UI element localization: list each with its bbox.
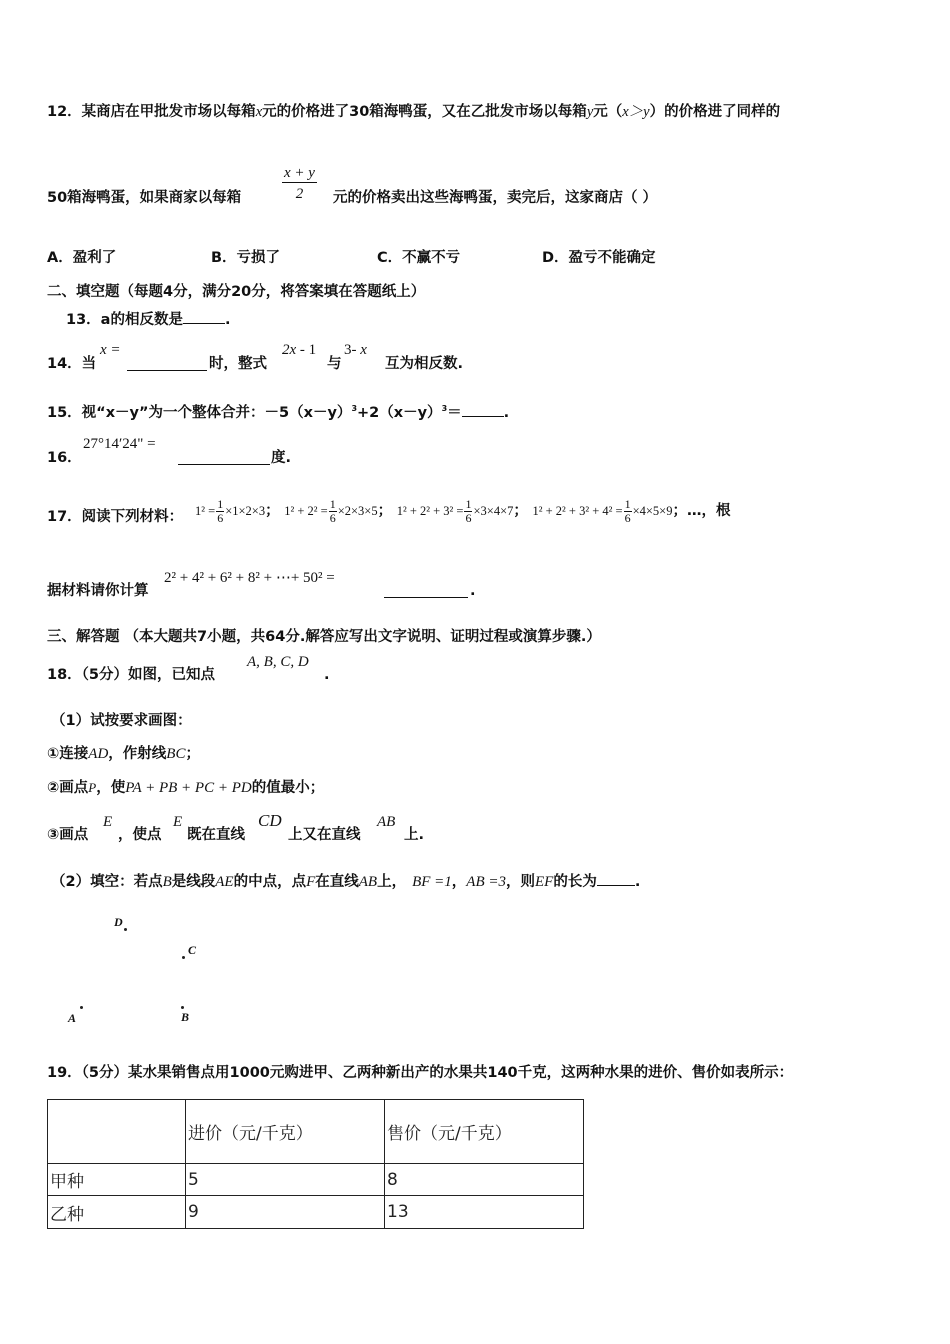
q17-f1-left: 1² =	[195, 504, 216, 519]
q18-p2-ab: AB	[358, 874, 378, 890]
q15-text-b: +2（x－y）	[357, 405, 442, 421]
q14-expr2: 3- x	[344, 342, 367, 358]
q18-p2-text-g: ，则	[506, 874, 535, 890]
q19-price-table	[47, 1099, 584, 1229]
q18-s2-c: 的值最小；	[251, 780, 325, 796]
q12-line2-a: 50箱海鸭蛋，如果商家以每箱	[47, 190, 242, 206]
q15-answer-blank[interactable]	[462, 404, 504, 417]
q12-condition: x＞y	[622, 104, 650, 120]
q18-s1-a: ①连接	[47, 746, 89, 762]
q18-p2-text-h: 的长为	[553, 874, 597, 890]
q18-s2-b: ，使	[96, 780, 126, 796]
q12-frac-den: 2	[295, 185, 304, 202]
q12-text-c: 元（	[593, 104, 623, 120]
q18-p2-a: （2）填空：若点	[51, 874, 163, 890]
fig-label-b: B	[181, 1010, 190, 1024]
q18-p2-bf: BF =1	[412, 874, 452, 890]
q12-option-d: D．盈亏不能确定	[542, 250, 656, 266]
table-header-cell	[48, 1100, 186, 1164]
fig-label-d: D	[114, 915, 123, 929]
q12-text-a: 12．某商店在甲批发市场以每箱	[47, 104, 256, 120]
fig-label-c: C	[188, 943, 197, 957]
q17-sep3: ；	[513, 503, 528, 520]
q18-step3-c: 既在直线	[187, 827, 245, 843]
q18-step2	[47, 781, 324, 796]
q15-period: .	[503, 405, 510, 421]
q17-f2-frac: $\frac{1}{6}$	[329, 497, 336, 525]
q17-sep1: ；	[265, 503, 280, 520]
q18-p2-ef: EF	[535, 874, 554, 890]
q17-f2-right: ×2×3×5	[337, 504, 378, 519]
q12-option-b: B．亏损了	[211, 250, 281, 266]
q18-step3-d: 上又在直线	[288, 827, 361, 843]
q18-p2-end: .	[634, 874, 641, 890]
table-cell: 5	[186, 1164, 385, 1196]
q17-f3-right: ×3×4×7	[473, 504, 514, 519]
q12-text-b: 元的价格进了30箱海鸭蛋，又在乙批发市场以每箱	[262, 104, 587, 120]
q15-text-c: ＝	[447, 405, 462, 421]
q18-s2-a: ②画点	[47, 780, 89, 796]
q18-p2-ab3: AB =3	[466, 874, 506, 890]
table-cell: 13	[385, 1196, 584, 1229]
q17-f4-right: ×4×5×9	[632, 504, 673, 519]
fig-point-b	[181, 1006, 184, 1009]
table-cell: 9	[186, 1196, 385, 1229]
q12-option-c: C．不赢不亏	[377, 250, 461, 266]
q17-f4-left: 1² + 2² + 3² + 4² =	[532, 504, 623, 519]
table-header-cell: 进价（元/千克）	[186, 1100, 385, 1164]
q18-s3-e2: E	[173, 814, 183, 830]
q18-p2-text-d: 在直线	[315, 874, 359, 890]
q17-f4-frac: $\frac{1}{6}$	[624, 497, 631, 525]
q12-fraction	[282, 165, 317, 202]
q13-period: .	[224, 312, 231, 328]
q17-period: .	[470, 583, 476, 599]
q18-step3-b: ，使点	[118, 827, 162, 843]
table-cell: 8	[385, 1164, 584, 1196]
q16-angle: 27°14′24" =	[83, 436, 156, 452]
q18-p2-text-b: 是线段	[171, 874, 216, 890]
q19-text: 19．（5分）某水果销售点用1000元购进甲、乙两种新出产的水果共140千克，这两种水果的进价、售价如表所示：	[47, 1065, 794, 1081]
fig-label-a: A	[68, 1011, 77, 1025]
q12-text-d: ）的价格进了同样的	[649, 104, 781, 120]
q12-option-a: A．盈利了	[47, 250, 117, 266]
q17-line2-a: 据材料请你计算	[47, 583, 149, 599]
fig-point-c	[182, 956, 185, 959]
q13-text: 13．a的相反数是	[66, 312, 183, 328]
q18-answer-blank[interactable]	[597, 873, 635, 886]
table-cell: 乙种	[48, 1196, 186, 1229]
table-header-cell: 售价（元/千克）	[385, 1100, 584, 1164]
q18-s1-c: ；	[185, 746, 200, 762]
q16-label: 16．	[47, 450, 82, 466]
q14-answer-blank[interactable]	[127, 358, 207, 371]
q17-formulas	[195, 498, 730, 524]
q18-part2	[51, 873, 640, 890]
section3-heading: 三、解答题 （本大题共7小题，共64分.解答应写出文字说明、证明过程或演算步骤.）	[47, 629, 601, 645]
q18-p2-ae: AE	[215, 874, 234, 890]
q17-f3-frac: $\frac{1}{6}$	[465, 497, 472, 525]
q14-text-b: 时，整式	[209, 356, 267, 372]
section2-heading: 二、填空题（每题4分，满分20分，将答案填在答题纸上）	[47, 284, 426, 300]
q18-s2-p: P	[88, 780, 97, 795]
table-header-row	[48, 1100, 584, 1164]
q17-sum-expr: 2² + 4² + 6² + 8² + ⋯+ 50² =	[164, 570, 335, 586]
q17-tail: ；…，根	[672, 503, 731, 520]
q18-s1-ad: AD	[88, 746, 109, 762]
q12-var-x: x	[255, 104, 263, 120]
q13-answer-blank[interactable]	[183, 311, 225, 324]
table-row	[48, 1196, 584, 1229]
q17-answer-blank[interactable]	[384, 585, 468, 598]
q18-s1-b: ，作射线	[108, 746, 167, 762]
q13	[66, 311, 230, 328]
q18-head: 18．（5分）如图，已知点	[47, 667, 216, 683]
q12-frac-num: x + y	[284, 165, 315, 181]
table-cell: 甲种	[48, 1164, 186, 1196]
fig-point-a	[80, 1006, 83, 1009]
q18-p2-b: B	[162, 874, 172, 890]
q15-exp1: 3	[351, 404, 358, 414]
fig-point-d	[124, 928, 127, 931]
q18-s3-ab: AB	[377, 814, 396, 830]
q14-x-eq: x =	[100, 342, 121, 358]
q12-line2-b: 元的价格卖出这些海鸭蛋，卖完后，这家商店（ ）	[333, 190, 658, 206]
q12-line1	[47, 105, 780, 120]
q17-sep2: ；	[377, 503, 393, 520]
q18-step3-e: 上.	[404, 827, 425, 843]
q18-points: A, B, C, D	[247, 654, 309, 670]
q14-expr1: 2x - 1	[282, 342, 317, 358]
q17-f1-right: ×1×2×3	[225, 504, 266, 519]
q18-p2-text-c: 的中点，点	[233, 874, 307, 890]
q18-s1-bc: BC	[166, 746, 186, 762]
table-row	[48, 1164, 584, 1196]
q18-s3-cd: CD	[258, 811, 282, 830]
q12-var-y: y	[586, 104, 594, 120]
q18-p2-text-f: ，	[451, 874, 467, 890]
q14-text-d: 互为相反数.	[385, 356, 464, 372]
q17-label: 17．阅读下列材料：	[47, 509, 184, 525]
q18-s2-expr: PA + PB + PC + PD	[125, 780, 252, 796]
q17-f3-left: 1² + 2² + 3² =	[396, 504, 464, 519]
q18-p2-text-e: 上，	[377, 874, 407, 890]
q18-step1	[47, 747, 200, 762]
q16-unit: 度.	[271, 450, 292, 466]
q18-part1: （1）试按要求画图：	[51, 713, 192, 729]
q15-text-a: 15．视“x－y”为一个整体合并：－5（x－y）	[47, 405, 352, 421]
q15-exp2: 3	[441, 404, 448, 414]
q16-answer-blank[interactable]	[178, 452, 270, 465]
q17-f1-frac: $\frac{1}{6}$	[217, 497, 224, 525]
q17-f2-left: 1² + 2² =	[284, 504, 328, 519]
q18-p2-f: F	[306, 874, 316, 890]
q18-s3-e1: E	[103, 814, 113, 830]
q14-label: 14．当	[47, 356, 97, 372]
q14-text-c: 与	[327, 356, 342, 372]
q15	[47, 404, 509, 421]
q18-step3-a: ③画点	[47, 827, 89, 843]
q18-head-end: .	[324, 667, 330, 683]
